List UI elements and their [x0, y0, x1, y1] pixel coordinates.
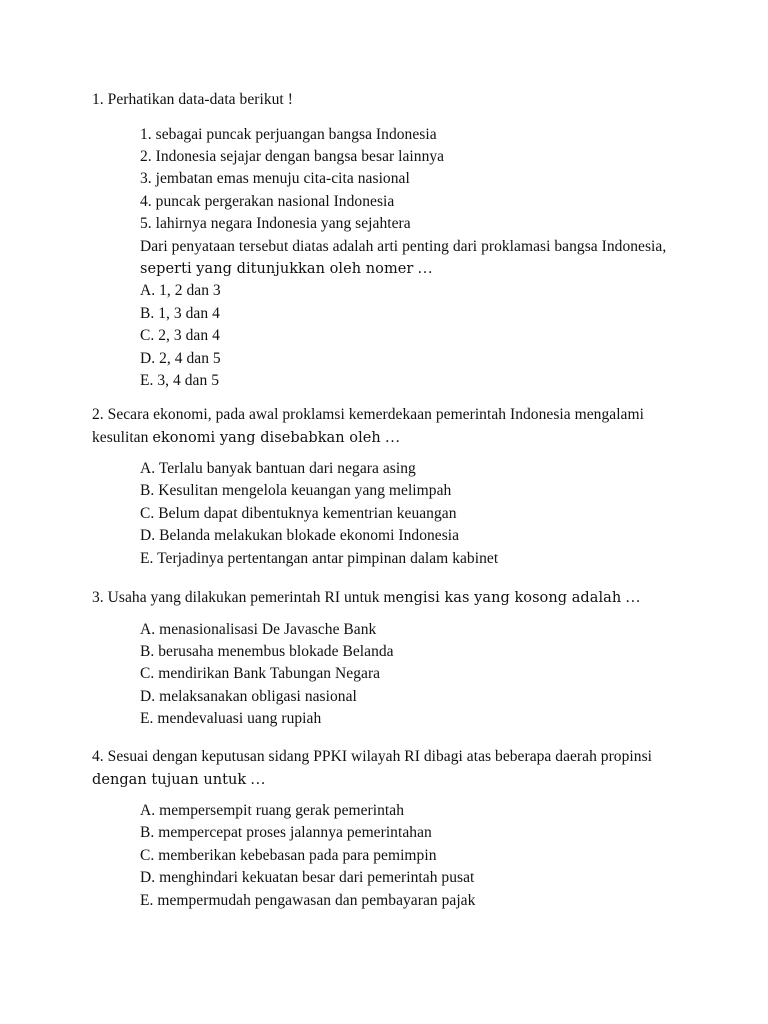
question-1-prompt-line-2: [140, 258, 752, 280]
question-1-body: [140, 124, 752, 393]
option-d: D. melaksanakan obligasi nasional: [140, 687, 357, 705]
option-d: D. Belanda melakukan blokade ekonomi Indonesia: [140, 527, 460, 545]
statement-5: 5. lahirnya negara Indonesia yang sejahtera: [140, 215, 411, 233]
question-2-ellipsis: …: [380, 428, 401, 446]
question-1: [92, 89, 752, 392]
statement-2: 2. Indonesia sejajar dengan bangsa besar lainnya: [140, 147, 445, 165]
question-4-stem-line-2: [92, 769, 752, 792]
option-e: E. 3, 4 dan 5: [140, 371, 219, 389]
question-4-ellipsis: …: [246, 770, 266, 788]
question-2-stem: [92, 404, 752, 449]
question-3-stem-lead: 3. Usaha yang dilakukan pemerintah RI untuk m: [92, 589, 396, 606]
question-1-prompt-line-1: Dari penyataan tersebut diatas adalah arti penting dari proklamasi bangsa Indonesia,: [140, 237, 667, 255]
question-3-ellipsis: …: [621, 589, 641, 606]
option-d: D. menghindari kekuatan besar dari pemerintah pusat: [140, 869, 475, 887]
question-4: [92, 746, 752, 912]
question-4-options: [140, 800, 752, 912]
question-2-stem-line-1: 2. Secara ekonomi, pada awal proklamsi kemerdekaan pemerintah Indonesia mengalami: [92, 406, 644, 423]
question-2: [92, 404, 752, 570]
question-1-ellipsis: …: [413, 259, 433, 277]
question-3-stem-alt: engisi kas yang kosong adalah: [395, 590, 622, 606]
option-e: E. mendevaluasi uang rupiah: [140, 710, 322, 728]
question-2-stem-lead: kesulitan: [92, 428, 153, 446]
statement-3: 3. jembatan emas menuju cita-cita nasional: [140, 170, 410, 188]
option-c: C. mendirikan Bank Tabungan Negara: [140, 665, 381, 683]
option-c: C. 2, 3 dan 4: [140, 327, 220, 345]
option-d: D. 2, 4 dan 5: [140, 349, 221, 367]
statement-1: 1. sebagai puncak perjuangan bangsa Indonesia: [140, 125, 437, 143]
option-a: A. menasionalisasi De Javasche Bank: [140, 620, 377, 638]
question-3-options: [140, 619, 752, 731]
option-e: E. Terjadinya pertentangan antar pimpinan dalam kabinet: [140, 549, 499, 567]
option-a: A. mempersempit ruang gerak pemerintah: [140, 802, 405, 819]
option-b: B. Kesulitan mengelola keuangan yang melimpah: [140, 482, 452, 500]
question-1-stem: 1. Perhatikan data-data berikut !: [92, 91, 293, 108]
question-3-stem: [92, 587, 752, 610]
question-4-stem: [92, 746, 752, 791]
option-a: A. Terlalu banyak bantuan dari negara asing: [140, 460, 416, 477]
option-b: B. berusaha menembus blokade Belanda: [140, 642, 394, 660]
option-c: C. memberikan kebebasan pada para pemimpin: [140, 846, 437, 864]
statement-4: 4. puncak pergerakan nasional Indonesia: [140, 192, 395, 210]
option-b: B. mempercepat proses jalannya pemerintahan: [140, 824, 432, 842]
question-3: [92, 587, 752, 731]
question-2-stem-line-2: [92, 427, 752, 450]
question-4-stem-alt: dengan tujuan untuk: [92, 771, 247, 788]
option-a: A. 1, 2 dan 3: [140, 282, 221, 300]
question-2-stem-alt: ekonomi yang disebabkan oleh: [152, 429, 381, 446]
option-c: C. Belum dapat dibentuknya kementrian keuangan: [140, 504, 457, 522]
question-1-prompt-alt: seperti yang ditunjukkan oleh nomer: [140, 260, 414, 277]
question-2-options: [140, 458, 752, 570]
question-4-stem-line-1: 4. Sesuai dengan keputusan sidang PPKI wilayah RI dibagi atas beberapa daerah propinsi: [92, 748, 653, 765]
option-e: E. mempermudah pengawasan dan pembayaran pajak: [140, 891, 476, 909]
option-b: B. 1, 3 dan 4: [140, 304, 220, 322]
